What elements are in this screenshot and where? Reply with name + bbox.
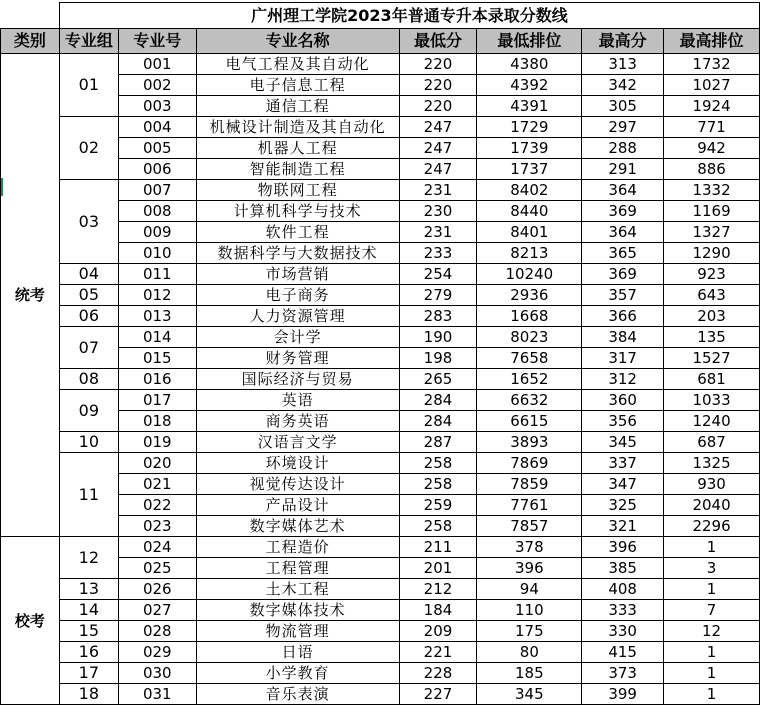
max-score-cell: 364 <box>582 222 664 243</box>
max-score-cell: 366 <box>582 306 664 327</box>
group-cell: 15 <box>59 621 118 642</box>
max-rank-cell: 886 <box>664 159 760 180</box>
table-row <box>1 684 760 705</box>
major-code-cell: 001 <box>118 54 196 75</box>
max-rank-cell: 12 <box>664 621 760 642</box>
max-score-cell: 305 <box>582 96 664 117</box>
header-row <box>1 29 760 54</box>
min-score-cell: 228 <box>399 663 477 684</box>
group-cell: 07 <box>59 327 118 369</box>
max-rank-cell: 1027 <box>664 75 760 96</box>
header-max-score: 最高分 <box>582 29 664 54</box>
max-score-cell: 364 <box>582 180 664 201</box>
min-rank-cell: 8401 <box>477 222 582 243</box>
major-code-cell: 018 <box>118 411 196 432</box>
table-row <box>1 180 760 201</box>
table-row <box>1 117 760 138</box>
major-name-cell: 汉语言文学 <box>196 432 399 453</box>
header-major: 专业名称 <box>196 29 399 54</box>
table-row <box>1 54 760 75</box>
max-score-cell: 291 <box>582 159 664 180</box>
min-score-cell: 258 <box>399 453 477 474</box>
major-name-cell: 商务英语 <box>196 411 399 432</box>
max-score-cell: 384 <box>582 327 664 348</box>
max-score-cell: 360 <box>582 390 664 411</box>
max-score-cell: 288 <box>582 138 664 159</box>
group-cell: 01 <box>59 54 118 117</box>
header-category: 类别 <box>1 29 60 54</box>
max-rank-cell: 1 <box>664 537 760 558</box>
title-row <box>1 3 760 29</box>
group-cell: 14 <box>59 600 118 621</box>
major-code-cell: 003 <box>118 96 196 117</box>
major-name-cell: 机器人工程 <box>196 138 399 159</box>
header-min-rank: 最低排位 <box>477 29 582 54</box>
max-rank-cell: 1325 <box>664 453 760 474</box>
max-score-cell: 365 <box>582 243 664 264</box>
header-group: 专业组 <box>59 29 118 54</box>
major-code-cell: 010 <box>118 243 196 264</box>
max-score-cell: 317 <box>582 348 664 369</box>
table-row <box>1 579 760 600</box>
table-row <box>1 327 760 348</box>
max-rank-cell: 2040 <box>664 495 760 516</box>
major-name-cell: 小学教育 <box>196 663 399 684</box>
min-rank-cell: 1739 <box>477 138 582 159</box>
table-row <box>1 642 760 663</box>
table-row <box>1 621 760 642</box>
min-score-cell: 184 <box>399 600 477 621</box>
min-rank-cell: 1729 <box>477 117 582 138</box>
major-name-cell: 环境设计 <box>196 453 399 474</box>
major-name-cell: 英语 <box>196 390 399 411</box>
major-code-cell: 009 <box>118 222 196 243</box>
major-code-cell: 008 <box>118 201 196 222</box>
major-name-cell: 物联网工程 <box>196 180 399 201</box>
max-score-cell: 312 <box>582 369 664 390</box>
min-rank-cell: 7761 <box>477 495 582 516</box>
min-rank-cell: 345 <box>477 684 582 705</box>
min-score-cell: 201 <box>399 558 477 579</box>
major-code-cell: 007 <box>118 180 196 201</box>
major-name-cell: 计算机科学与技术 <box>196 201 399 222</box>
min-score-cell: 190 <box>399 327 477 348</box>
table-row <box>1 306 760 327</box>
table-row <box>1 264 760 285</box>
major-code-cell: 020 <box>118 453 196 474</box>
min-rank-cell: 4380 <box>477 54 582 75</box>
min-rank-cell: 8402 <box>477 180 582 201</box>
max-score-cell: 337 <box>582 453 664 474</box>
major-name-cell: 电气工程及其自动化 <box>196 54 399 75</box>
min-score-cell: 233 <box>399 243 477 264</box>
table-row <box>1 390 760 411</box>
max-score-cell: 357 <box>582 285 664 306</box>
min-rank-cell: 94 <box>477 579 582 600</box>
min-rank-cell: 6615 <box>477 411 582 432</box>
group-cell: 18 <box>59 684 118 705</box>
min-rank-cell: 8440 <box>477 201 582 222</box>
max-score-cell: 345 <box>582 432 664 453</box>
min-score-cell: 220 <box>399 54 477 75</box>
major-name-cell: 电子商务 <box>196 285 399 306</box>
major-code-cell: 015 <box>118 348 196 369</box>
table-row <box>1 369 760 390</box>
max-rank-cell: 203 <box>664 306 760 327</box>
group-cell: 10 <box>59 432 118 453</box>
max-rank-cell: 135 <box>664 327 760 348</box>
min-score-cell: 279 <box>399 285 477 306</box>
min-score-cell: 283 <box>399 306 477 327</box>
group-cell: 05 <box>59 285 118 306</box>
max-score-cell: 325 <box>582 495 664 516</box>
major-name-cell: 物流管理 <box>196 621 399 642</box>
min-rank-cell: 7658 <box>477 348 582 369</box>
major-name-cell: 软件工程 <box>196 222 399 243</box>
major-code-cell: 024 <box>118 537 196 558</box>
max-score-cell: 313 <box>582 54 664 75</box>
min-score-cell: 284 <box>399 390 477 411</box>
max-rank-cell: 923 <box>664 264 760 285</box>
min-rank-cell: 4392 <box>477 75 582 96</box>
max-rank-cell: 1033 <box>664 390 760 411</box>
major-name-cell: 日语 <box>196 642 399 663</box>
max-rank-cell: 1169 <box>664 201 760 222</box>
major-code-cell: 021 <box>118 474 196 495</box>
min-rank-cell: 1668 <box>477 306 582 327</box>
category-cell: 统考 <box>1 54 60 537</box>
major-name-cell: 智能制造工程 <box>196 159 399 180</box>
group-cell: 02 <box>59 117 118 180</box>
max-rank-cell: 1290 <box>664 243 760 264</box>
max-rank-cell: 1 <box>664 684 760 705</box>
title-corner-cell <box>1 3 60 29</box>
max-rank-cell: 2296 <box>664 516 760 537</box>
major-code-cell: 005 <box>118 138 196 159</box>
max-rank-cell: 1327 <box>664 222 760 243</box>
header-min-score: 最低分 <box>399 29 477 54</box>
header-code: 专业号 <box>118 29 196 54</box>
max-rank-cell: 3 <box>664 558 760 579</box>
max-rank-cell: 681 <box>664 369 760 390</box>
min-rank-cell: 8023 <box>477 327 582 348</box>
max-score-cell: 408 <box>582 579 664 600</box>
admission-score-table <box>0 2 760 705</box>
major-name-cell: 机械设计制造及其自动化 <box>196 117 399 138</box>
min-score-cell: 227 <box>399 684 477 705</box>
major-code-cell: 028 <box>118 621 196 642</box>
major-code-cell: 011 <box>118 264 196 285</box>
major-name-cell: 工程管理 <box>196 558 399 579</box>
max-score-cell: 297 <box>582 117 664 138</box>
table-title: 广州理工学院2023年普通专升本录取分数线 <box>59 3 759 29</box>
min-rank-cell: 185 <box>477 663 582 684</box>
max-rank-cell: 1240 <box>664 411 760 432</box>
min-rank-cell: 378 <box>477 537 582 558</box>
min-rank-cell: 1652 <box>477 369 582 390</box>
min-score-cell: 220 <box>399 75 477 96</box>
major-name-cell: 国际经济与贸易 <box>196 369 399 390</box>
max-score-cell: 396 <box>582 537 664 558</box>
major-code-cell: 017 <box>118 390 196 411</box>
major-name-cell: 市场营销 <box>196 264 399 285</box>
min-score-cell: 211 <box>399 537 477 558</box>
max-score-cell: 333 <box>582 600 664 621</box>
max-score-cell: 347 <box>582 474 664 495</box>
min-score-cell: 284 <box>399 411 477 432</box>
max-rank-cell: 687 <box>664 432 760 453</box>
max-score-cell: 373 <box>582 663 664 684</box>
max-rank-cell: 771 <box>664 117 760 138</box>
major-name-cell: 人力资源管理 <box>196 306 399 327</box>
max-score-cell: 369 <box>582 264 664 285</box>
major-name-cell: 通信工程 <box>196 96 399 117</box>
table-row <box>1 663 760 684</box>
major-code-cell: 016 <box>118 369 196 390</box>
max-rank-cell: 1 <box>664 663 760 684</box>
group-cell: 12 <box>59 537 118 579</box>
min-score-cell: 247 <box>399 117 477 138</box>
max-rank-cell: 1732 <box>664 54 760 75</box>
min-score-cell: 265 <box>399 369 477 390</box>
max-rank-cell: 1332 <box>664 180 760 201</box>
major-code-cell: 004 <box>118 117 196 138</box>
min-score-cell: 221 <box>399 642 477 663</box>
min-score-cell: 259 <box>399 495 477 516</box>
major-name-cell: 工程造价 <box>196 537 399 558</box>
table-row <box>1 453 760 474</box>
major-code-cell: 013 <box>118 306 196 327</box>
major-name-cell: 土木工程 <box>196 579 399 600</box>
major-name-cell: 视觉传达设计 <box>196 474 399 495</box>
major-code-cell: 012 <box>118 285 196 306</box>
group-cell: 08 <box>59 369 118 390</box>
min-score-cell: 212 <box>399 579 477 600</box>
group-cell: 11 <box>59 453 118 537</box>
min-rank-cell: 396 <box>477 558 582 579</box>
group-cell: 06 <box>59 306 118 327</box>
min-score-cell: 247 <box>399 138 477 159</box>
group-cell: 13 <box>59 579 118 600</box>
group-cell: 16 <box>59 642 118 663</box>
major-code-cell: 022 <box>118 495 196 516</box>
header-max-rank: 最高排位 <box>664 29 760 54</box>
major-code-cell: 025 <box>118 558 196 579</box>
min-score-cell: 258 <box>399 474 477 495</box>
max-rank-cell: 1 <box>664 642 760 663</box>
group-cell: 03 <box>59 180 118 264</box>
min-rank-cell: 80 <box>477 642 582 663</box>
min-rank-cell: 1737 <box>477 159 582 180</box>
min-rank-cell: 7869 <box>477 453 582 474</box>
major-name-cell: 数字媒体艺术 <box>196 516 399 537</box>
max-score-cell: 385 <box>582 558 664 579</box>
min-score-cell: 198 <box>399 348 477 369</box>
max-rank-cell: 643 <box>664 285 760 306</box>
major-code-cell: 026 <box>118 579 196 600</box>
max-score-cell: 356 <box>582 411 664 432</box>
max-score-cell: 369 <box>582 201 664 222</box>
max-score-cell: 342 <box>582 75 664 96</box>
max-score-cell: 330 <box>582 621 664 642</box>
major-code-cell: 014 <box>118 327 196 348</box>
min-rank-cell: 7857 <box>477 516 582 537</box>
major-name-cell: 财务管理 <box>196 348 399 369</box>
min-rank-cell: 6632 <box>477 390 582 411</box>
min-score-cell: 254 <box>399 264 477 285</box>
group-cell: 04 <box>59 264 118 285</box>
major-code-cell: 030 <box>118 663 196 684</box>
min-rank-cell: 110 <box>477 600 582 621</box>
min-score-cell: 231 <box>399 180 477 201</box>
table-row <box>1 285 760 306</box>
major-code-cell: 002 <box>118 75 196 96</box>
min-rank-cell: 7859 <box>477 474 582 495</box>
max-rank-cell: 942 <box>664 138 760 159</box>
min-score-cell: 230 <box>399 201 477 222</box>
major-code-cell: 029 <box>118 642 196 663</box>
major-code-cell: 027 <box>118 600 196 621</box>
min-rank-cell: 4391 <box>477 96 582 117</box>
min-rank-cell: 10240 <box>477 264 582 285</box>
max-rank-cell: 1 <box>664 579 760 600</box>
min-rank-cell: 2936 <box>477 285 582 306</box>
group-cell: 17 <box>59 663 118 684</box>
table-row <box>1 600 760 621</box>
min-rank-cell: 175 <box>477 621 582 642</box>
max-score-cell: 399 <box>582 684 664 705</box>
min-score-cell: 209 <box>399 621 477 642</box>
max-rank-cell: 930 <box>664 474 760 495</box>
major-name-cell: 数据科学与大数据技术 <box>196 243 399 264</box>
min-score-cell: 258 <box>399 516 477 537</box>
max-rank-cell: 1527 <box>664 348 760 369</box>
min-score-cell: 287 <box>399 432 477 453</box>
major-code-cell: 019 <box>118 432 196 453</box>
table-row <box>1 537 760 558</box>
table-row <box>1 432 760 453</box>
group-cell: 09 <box>59 390 118 432</box>
major-name-cell: 音乐表演 <box>196 684 399 705</box>
major-name-cell: 会计学 <box>196 327 399 348</box>
major-code-cell: 023 <box>118 516 196 537</box>
major-name-cell: 电子信息工程 <box>196 75 399 96</box>
major-name-cell: 数字媒体技术 <box>196 600 399 621</box>
min-rank-cell: 8213 <box>477 243 582 264</box>
category-cell: 校考 <box>1 537 60 705</box>
min-rank-cell: 3893 <box>477 432 582 453</box>
max-rank-cell: 7 <box>664 600 760 621</box>
min-score-cell: 231 <box>399 222 477 243</box>
max-score-cell: 321 <box>582 516 664 537</box>
major-code-cell: 031 <box>118 684 196 705</box>
min-score-cell: 220 <box>399 96 477 117</box>
major-code-cell: 006 <box>118 159 196 180</box>
min-score-cell: 247 <box>399 159 477 180</box>
max-rank-cell: 1924 <box>664 96 760 117</box>
major-name-cell: 产品设计 <box>196 495 399 516</box>
max-score-cell: 415 <box>582 642 664 663</box>
